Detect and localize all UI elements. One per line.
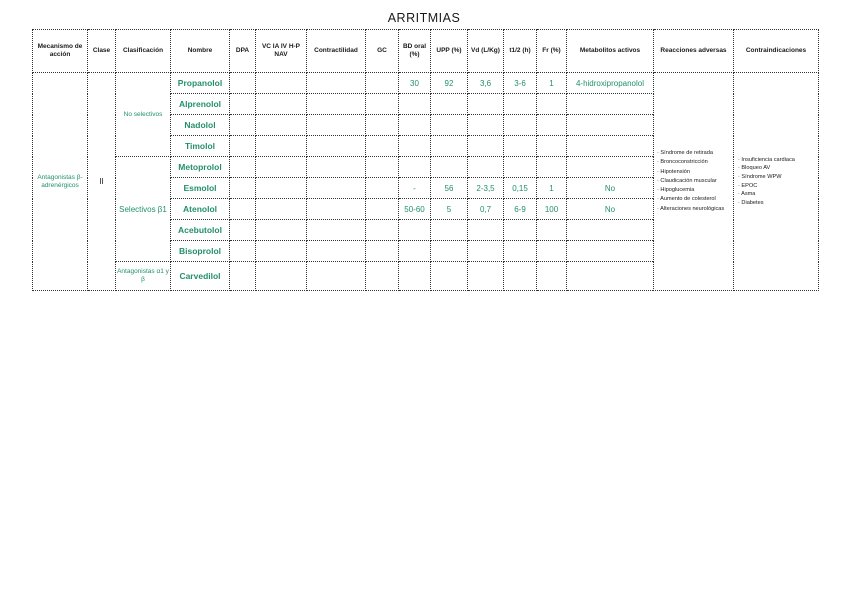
drug-name: Atenolol [171, 199, 230, 220]
clase-cell: II [88, 73, 116, 291]
header-upp: UPP (%) [431, 30, 468, 73]
upp-cell: 92 [431, 73, 468, 94]
contraindicacion-item: · Síndrome WPW [738, 173, 782, 180]
drug-name: Nadolol [171, 115, 230, 136]
vd-cell: 0,7 [468, 199, 504, 220]
drug-name: Metoprolol [171, 157, 230, 178]
metabolitos-cell: 4-hidroxipropanolol [567, 73, 654, 94]
header-metabolitos: Metabolitos activos [567, 30, 654, 73]
page-title: ARRITMIAS [387, 11, 461, 25]
contraindicacion-item: · Asma [738, 191, 756, 198]
bd-oral-cell: 50-60 [399, 199, 431, 220]
fr-cell: 1 [537, 178, 567, 199]
header-clasificacion: Clasificación [116, 30, 171, 73]
header-nombre: Nombre [171, 30, 230, 73]
vd-cell: 2-3,5 [468, 178, 504, 199]
drug-name: Carvedilol [171, 262, 230, 291]
header-gc: GC [366, 30, 399, 73]
reaccion-item: · Alteraciones neurológicas [657, 205, 725, 212]
upp-cell: 5 [431, 199, 468, 220]
header-bd-oral: BD oral (%) [399, 30, 431, 73]
mecanismo-cell: Antagonistas β-adrenérgicos [33, 73, 88, 291]
metabolitos-cell: No [567, 178, 654, 199]
header-contraindicaciones: Contraindicaciones [734, 30, 819, 73]
header-fr: Fr (%) [537, 30, 567, 73]
contraindicaciones-cell [734, 73, 819, 291]
header-vd: Vd (L/Kg) [468, 30, 504, 73]
header-row [33, 30, 819, 73]
contraindicacion-item: · Insuficiencia cardiaca [738, 156, 795, 163]
header-dpa: DPA [230, 30, 256, 73]
header-contractilidad: Contractilidad [307, 30, 366, 73]
header-clase: Clase [88, 30, 116, 73]
clasificacion-no-selectivos: No selectivos [116, 73, 171, 157]
arritmias-table [32, 29, 819, 291]
drug-name: Alprenolol [171, 94, 230, 115]
contraindicacion-item: · Diabetes [738, 199, 764, 206]
drug-name: Propanolol [171, 73, 230, 94]
reaccion-item: · Aumento de colesterol [657, 196, 716, 203]
drug-name: Esmolol [171, 178, 230, 199]
bd-oral-cell: 30 [399, 73, 431, 94]
reaccion-item: · Claudicación muscular [657, 177, 717, 184]
contraindicacion-item: · EPOC [738, 182, 758, 189]
reaccion-item: · Hipoglucemia [657, 187, 695, 194]
header-mecanismo: Mecanismo de acción [33, 30, 88, 73]
clasificacion-antagonistas: Antagonistas α1 y β [116, 262, 171, 291]
fr-cell: 100 [537, 199, 567, 220]
fr-cell: 1 [537, 73, 567, 94]
header-t12: t1/2 (h) [504, 30, 537, 73]
clasificacion-selectivos: Selectivos β1 [116, 157, 171, 262]
vd-cell: 3,6 [468, 73, 504, 94]
reacciones-cell [654, 73, 734, 291]
reaccion-item: · Broncoconstricción [657, 159, 708, 166]
drug-name: Timolol [171, 136, 230, 157]
drug-name: Bisoprolol [171, 241, 230, 262]
header-vc: VC IA IV H-P NAV [256, 30, 307, 73]
upp-cell: 56 [431, 178, 468, 199]
drug-name: Acebutolol [171, 220, 230, 241]
contraindicacion-item: · Bloqueo AV [738, 165, 771, 172]
t12-cell: 3-6 [504, 73, 537, 94]
t12-cell: 0,15 [504, 178, 537, 199]
header-reacciones: Reacciones adversas [654, 30, 734, 73]
reaccion-item: · Hipotensión [657, 168, 690, 175]
bd-oral-cell: - [399, 178, 431, 199]
reaccion-item: · Síndrome de retirada [657, 150, 713, 157]
t12-cell: 6-9 [504, 199, 537, 220]
metabolitos-cell: No [567, 199, 654, 220]
table-row [33, 73, 819, 94]
